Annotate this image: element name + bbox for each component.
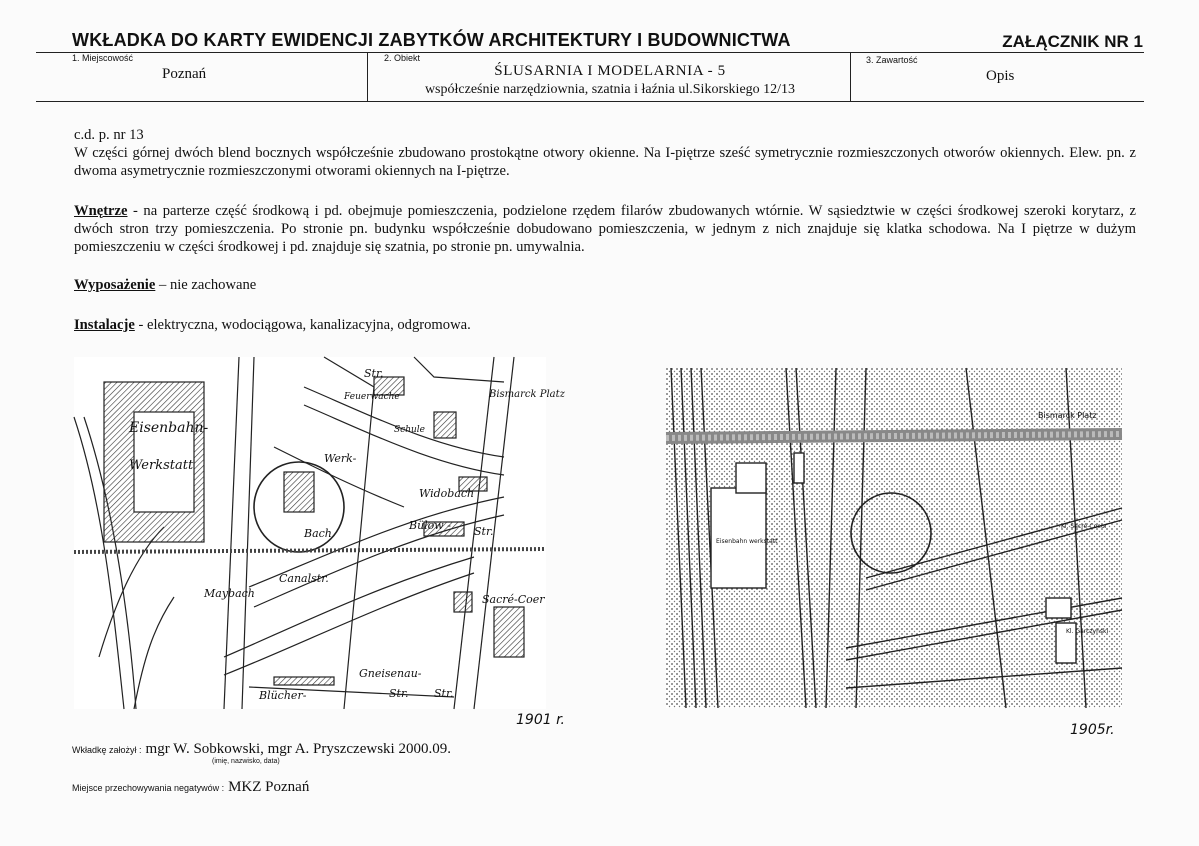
interior-text: - na parterze część środkową i pd. obejmuje pomieszczenia, podzielone rzędem filarów zbudowanych wtórnie. W sąsiedztwie w części środkowej szeroki korytarz, z dwóch stron trzy pomieszczenia. Po stronie pn. budynku współcześnie dobudowano pomieszczenia, w jednym z nich znajduje się klatka schodowa. Na I piętrze w dużym pomieszczeniu w części środkowej i pd. znajduje się szatnia, po stronie pn. umywalnia. <box>74 203 1136 255</box>
interior-heading: Wnętrze <box>74 203 128 219</box>
header-top-rule <box>36 52 1144 53</box>
map-1905-label-garczynski: Kl. Garczyński <box>1066 628 1109 635</box>
object-name: ŚLUSARNIA I MODELARNIA - 5 <box>494 63 726 79</box>
map-1905-label-werkstatt: Eisenbahn werkstatt <box>716 538 778 545</box>
map-1901-label-str-2: Str. <box>474 525 494 538</box>
storage-value: MKZ Poznań <box>228 779 310 795</box>
map-1901-label-maybach: Maybach <box>204 587 255 600</box>
paragraph-windows: W części górnej dwóch blend bocznych współcześnie zbudowano prostokątne otwory okienne. Na I-piętrze sześć symetrycznie rozmieszczonych otworów okiennych. Elew. pn. z dwoma asymetrycznie rozmieszczonymi otworami okiennych na I-piętrze. <box>74 145 1136 179</box>
header-divider-2 <box>850 52 851 101</box>
map-1901-label-str-1: Str. <box>364 367 384 380</box>
map-1901-label-gneisenau: Gneisenau- <box>359 667 422 680</box>
form-title: WKŁADKA DO KARTY EWIDENCJI ZABYTKÓW ARCHITEKTURY I BUDOWNICTWA <box>72 30 791 50</box>
map-1901-date: 1901 r. <box>516 712 565 728</box>
object-description: współcześnie narzędziownia, szatnia i łaźnia ul.Sikorskiego 12/13 <box>424 82 796 97</box>
map-1905-label-sacre-coeur: Kl. Sacré-Coeur <box>1061 523 1108 530</box>
content-value: Opis <box>986 68 1015 84</box>
map-1901-label-canalstr: Canalstr. <box>279 572 329 585</box>
map-1901-label-sacre-coer: Sacré-Coer <box>482 593 545 606</box>
map-1901-label-feuerwache: Feuerwache <box>344 392 400 402</box>
map-1901-label-werk: Werk- <box>324 452 357 465</box>
continuation-block <box>74 126 1136 180</box>
historical-map-1901 <box>74 357 565 709</box>
map-1905-label-bismarck: Bismarck Platz <box>1038 411 1097 420</box>
map-1905-drawing <box>666 368 1122 708</box>
map-1901-label-bulow: Bülow - <box>409 519 451 532</box>
continuation-ref: c.d. p. nr 13 <box>74 127 144 143</box>
author-label: Wkładkę założył : <box>72 745 142 755</box>
author-value: mgr W. Sobkowski, mgr A. Pryszczewski 2000.09. <box>145 741 451 757</box>
map-1901-label-str-4: Str. <box>434 687 454 700</box>
storage-label: Miejsce przechowywania negatywów : <box>72 783 225 793</box>
map-1901-label-werkstatt: Werkstatt <box>129 458 194 473</box>
equipment-heading: Wyposażenie <box>74 277 156 293</box>
map-1901-label-bach: Bach <box>304 527 332 540</box>
map-1901-label-blucher: Blücher- <box>259 689 307 702</box>
locality-value: Poznań <box>162 66 207 82</box>
paragraph-installations <box>74 316 1136 334</box>
map-1901-drawing <box>74 357 565 709</box>
author-line <box>72 740 451 758</box>
installations-text: - elektryczna, wodociągowa, kanalizacyjna, odgromowa. <box>134 317 471 333</box>
object-label: 2. Obiekt <box>384 53 421 63</box>
storage-line <box>72 778 309 796</box>
map-1901-label-widobach: Widobach <box>419 487 475 500</box>
historical-map-1905 <box>666 368 1122 708</box>
annex-number: ZAŁĄCZNIK NR 1 <box>1002 32 1143 51</box>
installations-heading: Instalacje <box>74 317 135 333</box>
map-1901-label-str-3: Str. <box>389 687 409 700</box>
map-1901-label-eisenbahn: Eisenbahn- <box>129 420 209 436</box>
paragraph-interior <box>74 202 1136 256</box>
content-label: 3. Zawartość <box>866 55 918 65</box>
map-1901-label-schule: Schule <box>394 425 426 435</box>
header-bottom-rule <box>36 101 1144 102</box>
paragraph-equipment <box>74 276 1136 294</box>
header-divider-1 <box>367 52 368 101</box>
map-1905-date: 1905r. <box>1070 722 1115 738</box>
equipment-text: – nie zachowane <box>155 277 257 293</box>
author-hint: (imię, nazwisko, data) <box>212 758 280 765</box>
map-1901-label-bismarck: Bismarck Platz <box>489 389 565 400</box>
locality-label: 1. Miejscowość <box>72 53 134 63</box>
